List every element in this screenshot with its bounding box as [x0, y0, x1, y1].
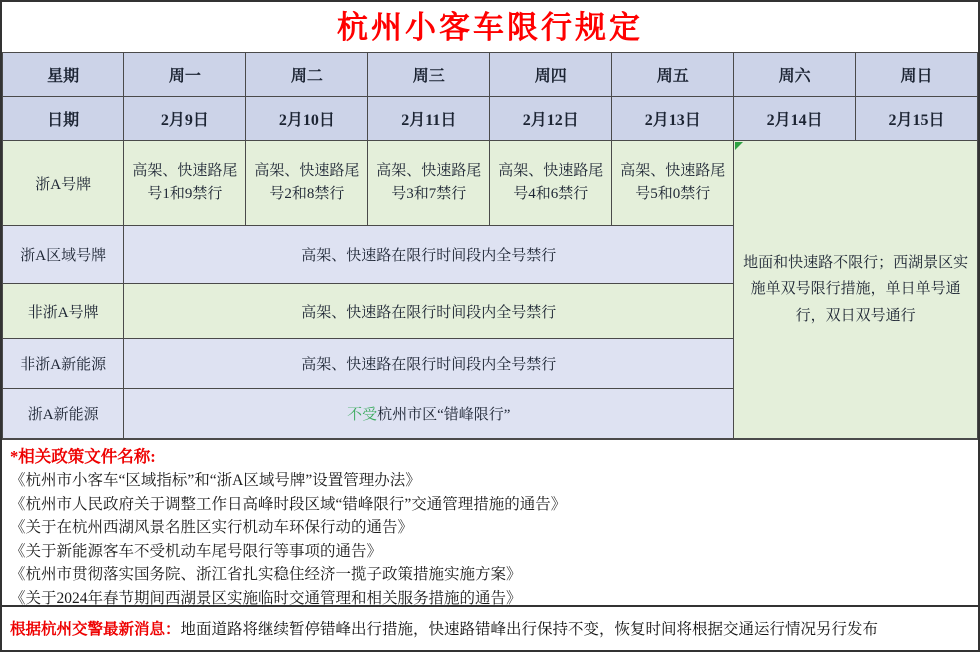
week-header-wed: 周三 [368, 53, 490, 97]
zhea-tue-rule: 高架、快速路尾号2和8禁行 [246, 141, 368, 226]
row-label-zhea-area: 浙A区域号牌 [3, 226, 124, 284]
date-thu: 2月12日 [490, 97, 612, 141]
row-zhea-plate [3, 141, 978, 226]
date-fri: 2月13日 [612, 97, 734, 141]
week-header-tue: 周二 [246, 53, 368, 97]
date-row-label: 日期 [3, 97, 124, 141]
week-header-fri: 周五 [612, 53, 734, 97]
week-header-sat: 周六 [734, 53, 856, 97]
policy-item: 《关于在杭州西湖风景名胜区实行机动车环保行动的通告》 [10, 519, 414, 536]
policy-section-heading: *相关政策文件名称: [10, 447, 156, 466]
zhea-wed-rule: 高架、快速路尾号3和7禁行 [368, 141, 490, 226]
policy-item: 《杭州市贯彻落实国务院、浙江省扎实稳住经济一揽子政策措施实施方案》 [10, 566, 522, 583]
date-sat: 2月14日 [734, 97, 856, 141]
zhea-area-rule: 高架、快速路在限行时间段内全号禁行 [124, 226, 734, 284]
date-sun: 2月15日 [856, 97, 978, 141]
week-header-row [3, 53, 978, 97]
date-tue: 2月10日 [246, 97, 368, 141]
weekend-note-cell [734, 141, 978, 439]
zhea-mon-rule: 高架、快速路尾号1和9禁行 [124, 141, 246, 226]
comment-marker-icon [735, 142, 743, 150]
latest-notice-bar [2, 605, 978, 649]
policy-item: 《关于2024年春节期间西湖景区实施临时交通管理和相关服务措施的通告》 [10, 589, 522, 607]
zhea-ev-rule [124, 389, 734, 439]
title-box [2, 2, 978, 52]
date-wed: 2月11日 [368, 97, 490, 141]
policy-item: 《杭州市人民政府关于调整工作日高峰时段区域“错峰限行”交通管理措施的通告》 [10, 495, 567, 513]
date-row [3, 97, 978, 141]
zhea-fri-rule: 高架、快速路尾号5和0禁行 [612, 141, 734, 226]
week-header-thu: 周四 [490, 53, 612, 97]
weekend-note-text: 地面和快速路不限行；西湖景区实施单双号限行措施，单日单号通行，双日双号通行 [743, 255, 969, 324]
row-label-zhea-ev: 浙A新能源 [3, 389, 124, 439]
page-title: 杭州小客车限行规定 [337, 9, 643, 45]
row-label-zhea-plate: 浙A号牌 [3, 141, 124, 226]
zhea-thu-rule: 高架、快速路尾号4和6禁行 [490, 141, 612, 226]
notice-label: 根据杭州交警最新消息： [10, 621, 181, 638]
zhea-ev-rule-exempt-text: 不受 [347, 407, 378, 423]
policy-documents-section [2, 439, 978, 605]
policy-item: 《杭州市小客车“区域指标”和“浙A区域号牌”设置管理办法》 [10, 472, 421, 489]
policy-item: 《关于新能源客车不受机动车尾号限行等事项的通告》 [10, 542, 383, 560]
date-mon: 2月9日 [124, 97, 246, 141]
week-header-label: 星期 [3, 53, 124, 97]
non-zhea-rule: 高架、快速路在限行时间段内全号禁行 [124, 284, 734, 339]
row-label-non-zhea: 非浙A号牌 [3, 284, 124, 339]
zhea-ev-rule-rest-text: 杭州市区“错峰限行” [377, 407, 511, 423]
week-header-sun: 周日 [856, 53, 978, 97]
row-label-non-zhea-ev: 非浙A新能源 [3, 339, 124, 389]
notice-text: 地面道路将继续暂停错峰出行措施，快速路错峰出行保持不变，恢复时间将根据交通运行情况另行发布 [180, 621, 879, 638]
restriction-rules-table [2, 52, 978, 439]
week-header-mon: 周一 [124, 53, 246, 97]
non-zhea-ev-rule: 高架、快速路在限行时间段内全号禁行 [124, 339, 734, 389]
